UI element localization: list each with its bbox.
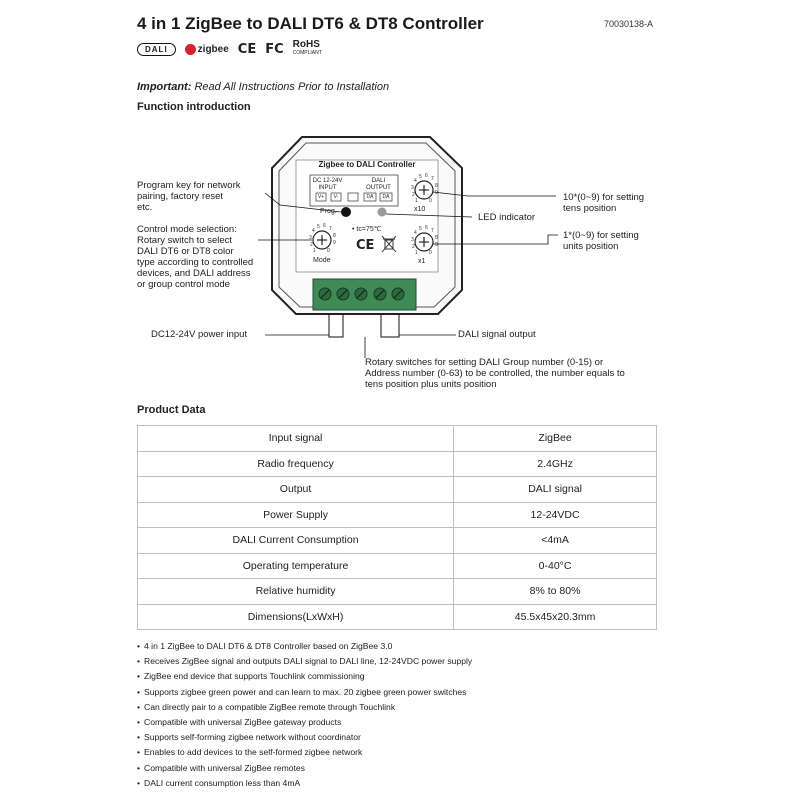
- input-label: [311, 178, 344, 192]
- svg-text:5: 5: [419, 226, 422, 232]
- important-label: Important:: [137, 81, 192, 93]
- annotation-tens: [563, 192, 644, 214]
- table-cell-label: Output: [138, 477, 454, 503]
- svg-text:6: 6: [425, 173, 428, 179]
- annotation-units: [563, 230, 639, 252]
- table-row: [138, 553, 657, 579]
- wires: [329, 314, 399, 337]
- svg-text:7: 7: [329, 226, 332, 232]
- table-cell-label: Input signal: [138, 426, 454, 452]
- list-item: • Compatible with universal ZigBee remotes: [137, 761, 472, 776]
- svg-text:8: 8: [435, 183, 438, 189]
- annotation-line: Address number (0-63) to be controlled, the number equals to: [365, 368, 625, 379]
- annotation-rotary: [365, 357, 625, 390]
- rohs-logo-text: RoHS: [292, 39, 320, 50]
- product-data-table: [137, 425, 657, 630]
- svg-text:8: 8: [333, 233, 336, 239]
- x10-label: x10: [414, 206, 426, 213]
- fc-logo: FC: [265, 41, 284, 57]
- svg-text:8: 8: [435, 235, 438, 241]
- led-indicator: [378, 208, 387, 217]
- table-cell-value: 12-24VDC: [454, 502, 657, 528]
- table-row: [138, 579, 657, 605]
- annotation-dali-output: DALI signal output: [458, 329, 536, 340]
- device-title: Zigbee to DALI Controller: [318, 160, 416, 169]
- annotation-line: Control mode selection:: [137, 224, 237, 235]
- svg-text:7: 7: [431, 228, 434, 234]
- program-key-button[interactable]: [341, 207, 351, 217]
- annotation-line: Rotary switches for setting DALI Group number (0-15) or: [365, 357, 604, 368]
- list-item: • Receives ZigBee signal and outputs DALI signal to DALI line, 12-24VDC power supply: [137, 654, 472, 669]
- annotation-program-key: [137, 180, 240, 213]
- table-cell-label: Dimensions(LxWxH): [138, 604, 454, 630]
- table-cell-label: Operating temperature: [138, 553, 454, 579]
- annotation-line: units position: [563, 241, 619, 252]
- table-cell-label: Power Supply: [138, 502, 454, 528]
- annotation-line: 10*(0~9) for setting: [563, 192, 645, 203]
- dali-logo: DALI: [137, 43, 176, 56]
- table-row: [138, 528, 657, 554]
- annotation-line: tens position: [563, 203, 617, 214]
- table-row: [138, 502, 657, 528]
- annotation-line: etc.: [137, 202, 153, 213]
- output-label-line-1: DALI: [371, 178, 386, 184]
- mode-label: Mode: [313, 257, 331, 264]
- svg-text:9: 9: [435, 190, 438, 196]
- annotation-line: tens position plus units position: [365, 379, 497, 390]
- svg-text:3: 3: [309, 235, 312, 241]
- annotation-line: pairing, factory reset: [137, 191, 224, 202]
- list-item: • Compatible with universal ZigBee gateway products: [137, 715, 472, 730]
- svg-text:1: 1: [313, 248, 316, 254]
- list-item: • ZigBee end device that supports Touchlink commissioning: [137, 669, 472, 684]
- annotation-line: DALI DT6 or DT8 color: [137, 246, 234, 257]
- output-label-line-2: OUTPUT: [366, 185, 391, 191]
- important-text: Read All Instructions Prior to Installation: [194, 81, 390, 93]
- tens-rotary-switch[interactable]: [415, 181, 433, 199]
- rohs-logo-subtext: COMPLIANT: [292, 50, 322, 56]
- tc-label: • tc=75℃: [352, 226, 382, 233]
- annotation-line: 1*(0~9) for setting: [563, 230, 639, 241]
- list-item: • DALI current consumption less than 4mA: [137, 776, 472, 791]
- annotation-line: type according to controlled: [137, 257, 254, 268]
- svg-text:2: 2: [412, 192, 415, 198]
- svg-text:2: 2: [412, 244, 415, 250]
- svg-text:9: 9: [435, 242, 438, 248]
- table-cell-label: DALI Current Consumption: [138, 528, 454, 554]
- product-data-heading: Product Data: [137, 404, 206, 416]
- table-cell-value: 45.5x45x20.3mm: [454, 604, 657, 630]
- x1-label: x1: [418, 258, 426, 265]
- annotation-line: Program key for network: [137, 180, 241, 191]
- zigbee-logo-text: zigbee: [197, 43, 229, 55]
- svg-text:1: 1: [415, 198, 418, 204]
- svg-text:0: 0: [429, 250, 432, 256]
- svg-text:0: 0: [327, 248, 330, 254]
- svg-text:5: 5: [419, 174, 422, 180]
- terminal-vminus: V-: [333, 194, 339, 200]
- terminal-da1: DA: [366, 194, 374, 200]
- device-ce-mark: CE: [356, 238, 375, 253]
- list-item: • Enables to add devices to the self-formed zigbee network: [137, 745, 472, 760]
- table-cell-value: ZigBee: [454, 426, 657, 452]
- svg-text:3: 3: [411, 185, 414, 191]
- document-title: 4 in 1 ZigBee to DALI DT6 & DT8 Controller: [137, 14, 484, 33]
- feature-list: [137, 639, 472, 791]
- mode-rotary-switch[interactable]: [313, 231, 331, 249]
- function-heading: Function introduction: [137, 101, 251, 113]
- prog-label: Prog.: [320, 208, 337, 215]
- svg-text:6: 6: [425, 225, 428, 231]
- table-row: [138, 451, 657, 477]
- table-row: [138, 477, 657, 503]
- input-label-line-1: DC 12-24V: [312, 178, 343, 184]
- table-row: [138, 604, 657, 630]
- table-cell-value: 0-40°C: [454, 553, 657, 579]
- document-code: 70030138-A: [604, 19, 654, 29]
- svg-text:4: 4: [414, 230, 417, 236]
- svg-text:6: 6: [323, 223, 326, 229]
- list-item: • Supports self-forming zigbee network without coordinator: [137, 730, 472, 745]
- svg-text:1: 1: [415, 250, 418, 256]
- annotation-power-input: DC12-24V power input: [151, 329, 248, 340]
- table-row: [138, 426, 657, 452]
- terminal-da2: DA: [382, 194, 390, 200]
- svg-text:0: 0: [429, 198, 432, 204]
- svg-text:7: 7: [431, 176, 434, 182]
- output-label: [362, 178, 395, 192]
- units-rotary-switch[interactable]: [415, 233, 433, 251]
- annotation-line: Rotary switch to select: [137, 235, 233, 246]
- table-cell-value: 8% to 80%: [454, 579, 657, 605]
- list-item: • Supports zigbee green power and can learn to max. 20 zigbee green power switches: [137, 685, 472, 700]
- ce-logo: CE: [237, 41, 257, 57]
- svg-text:5: 5: [317, 224, 320, 230]
- annotation-control-mode: [137, 224, 253, 290]
- annotation-line: devices, and DALI address: [137, 268, 251, 279]
- input-label-line-2: INPUT: [318, 185, 337, 191]
- annotation-led: LED indicator: [478, 212, 536, 223]
- table-cell-label: Radio frequency: [138, 451, 454, 477]
- list-item: • Can directly pair to a compatible ZigBee remote through Touchlink: [137, 700, 472, 715]
- svg-text:4: 4: [414, 178, 417, 184]
- svg-text:2: 2: [310, 242, 313, 248]
- list-item: • 4 in 1 ZigBee to DALI DT6 & DT8 Controller based on ZigBee 3.0: [137, 639, 472, 654]
- table-cell-value: 2.4GHz: [454, 451, 657, 477]
- terminal-vplus: V+: [317, 194, 325, 200]
- table-cell-label: Relative humidity: [138, 579, 454, 605]
- table-cell-value: <4mA: [454, 528, 657, 554]
- svg-text:3: 3: [411, 237, 414, 243]
- table-cell-value: DALI signal: [454, 477, 657, 503]
- annotation-line: or group control mode: [137, 279, 230, 290]
- svg-text:4: 4: [312, 228, 315, 234]
- svg-text:9: 9: [333, 240, 336, 246]
